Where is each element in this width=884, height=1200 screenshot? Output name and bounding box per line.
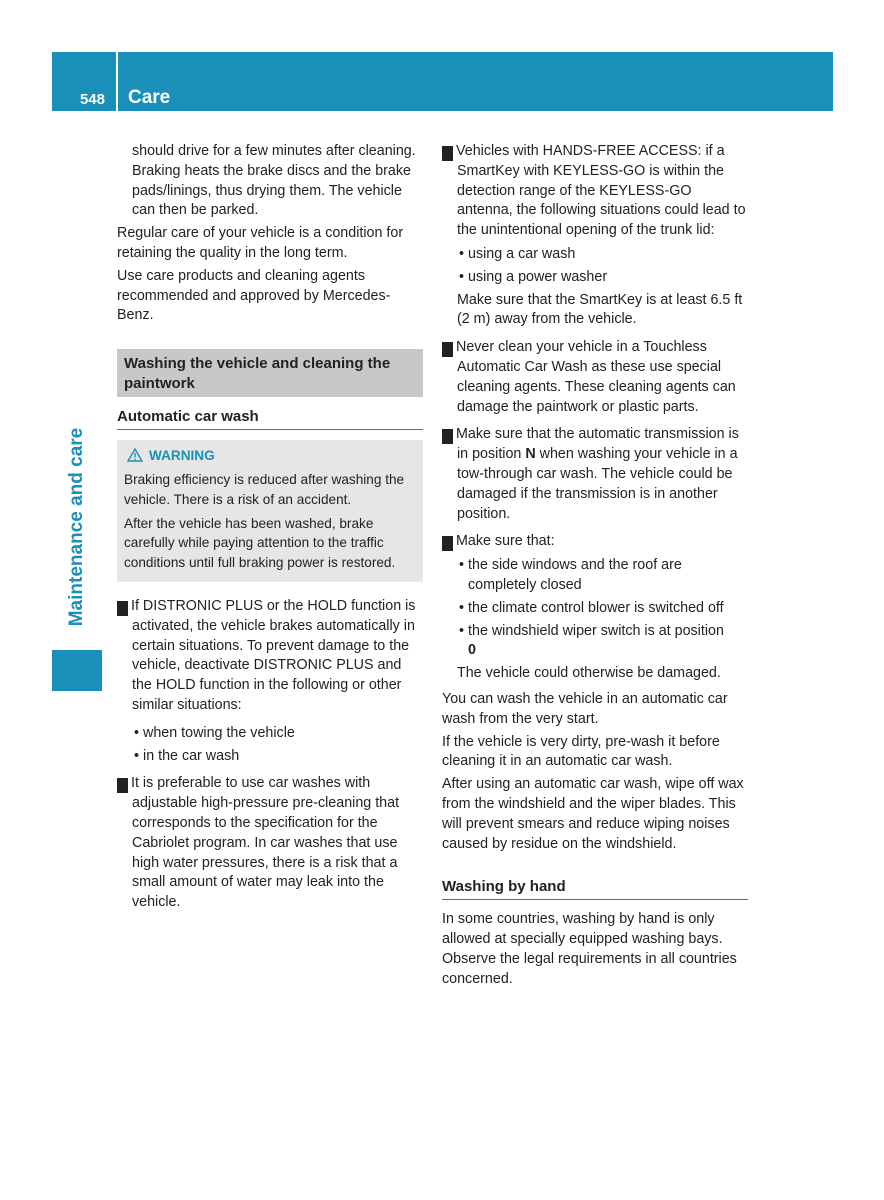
list-item: • the side windows and the roof are completely closed <box>457 556 748 596</box>
subheading-automatic-car-wash: Automatic car wash <box>117 397 423 430</box>
notice-text: If DISTRONIC PLUS or the HOLD function is activated, the vehicle brakes automatically in certain situations. To prevent damage to the vehicle, deactivate DISTRONIC PLUS and the HOLD function in the following or other similar situations: <box>131 597 416 713</box>
notice-followup: The vehicle could otherwise be damaged. <box>457 665 721 682</box>
list-item-text: the windshield wiper switch is at position <box>468 622 724 639</box>
gear-position: N <box>525 446 536 463</box>
exclamation-icon: ! <box>117 778 128 793</box>
exclamation-icon: ! <box>442 146 453 161</box>
list-item: • using a power washer <box>457 268 748 288</box>
right-column <box>438 142 748 992</box>
bullet-list <box>117 724 423 767</box>
warning-title-row <box>124 446 416 466</box>
notice-make-sure <box>438 532 748 552</box>
bullet-list <box>442 556 748 661</box>
exclamation-icon: ! <box>442 429 453 444</box>
list-item: • when towing the vehicle <box>132 724 423 744</box>
notice-text-after: when washing your vehicle in a tow-through car wash. The vehicle could be damaged if the transmission is in another position. <box>457 446 738 522</box>
warning-paragraph: Braking efficiency is reduced after washing the vehicle. There is a risk of an accident. <box>124 471 405 507</box>
list-item: • the climate control blower is switched off <box>457 599 748 619</box>
wiper-position: 0 <box>468 642 476 659</box>
section-title: Care <box>128 87 171 108</box>
subheading-washing-by-hand: Washing by hand <box>442 857 748 900</box>
notice-high-pressure <box>113 774 423 913</box>
warning-title: WARNING <box>149 448 215 464</box>
notice-text: Never clean your vehicle in a Touchless Automatic Car Wash as these use special cleaning agents. These cleaning agents can damage the paintwork or plastic parts. <box>456 339 736 415</box>
list-item <box>457 622 748 662</box>
notice-text: Vehicles with HANDS-FREE ACCESS: if a SmartKey with KEYLESS-GO is within the detection range of the KEYLESS-GO antenna, the following situations could lead to the unintentional opening of the trunk lid: <box>456 143 746 239</box>
list-item: • in the car wash <box>132 747 423 767</box>
body-paragraph: If the vehicle is very dirty, pre-wash it before cleaning it in an automatic car wash. <box>442 733 720 770</box>
warning-paragraph: After the vehicle has been washed, brake carefully while paying attention to the traffic conditions until full braking power is restored. <box>124 515 396 571</box>
care-products-paragraph: Use care products and cleaning agents recommended and approved by Mercedes-Benz. <box>117 267 391 324</box>
header-divider <box>116 52 118 111</box>
exclamation-icon: ! <box>442 342 453 357</box>
notice-hands-free <box>438 142 748 241</box>
bullet-list <box>442 245 748 288</box>
notice-touchless <box>438 338 748 417</box>
warning-triangle-icon <box>127 448 143 462</box>
body-paragraph: You can wash the vehicle in an automatic car wash from the very start. <box>442 690 728 727</box>
notice-distronic <box>113 597 423 716</box>
exclamation-icon: ! <box>117 601 128 616</box>
side-tab-label: Maintenance and care <box>66 427 87 627</box>
left-column <box>113 142 423 921</box>
notice-text: It is preferable to use car washes with adjustable high-pressure pre-cleaning that corresponds to the specification for the Cabriolet program. In car washes that use high water pressures, there is a risk that a small amount of water may leak into the vehicle. <box>131 775 400 911</box>
warning-box <box>117 440 423 582</box>
intro-continuation: should drive for a few minutes after cleaning. Braking heats the brake discs and the brake pads/linings, thus drying them. The vehicle can then be parked. <box>132 143 416 219</box>
body-paragraph: After using an automatic car wash, wipe off wax from the windshield and the wiper blades. This will prevent smears and reduce wiping noises caused by residue on the windshield. <box>442 776 744 852</box>
exclamation-icon: ! <box>442 536 453 551</box>
notice-text-before: Make sure that the automatic transmission is in position <box>456 426 739 463</box>
page-number: 548 <box>79 91 105 108</box>
list-item: • using a car wash <box>457 245 748 265</box>
side-tab-marker <box>52 650 102 691</box>
notice-text: Make sure that: <box>456 533 555 550</box>
notice-transmission <box>438 425 748 524</box>
care-paragraph: Regular care of your vehicle is a condition for retaining the quality in the long term. <box>117 225 404 261</box>
body-paragraph: In some countries, washing by hand is only allowed at specially equipped washing bays. Observe the legal requirements in all countries concerned. <box>442 911 737 987</box>
section-heading: Washing the vehicle and cleaning the paintwork <box>117 349 423 397</box>
notice-followup: Make sure that the SmartKey is at least 6.5 ft (2 m) away from the vehicle. <box>457 291 743 328</box>
